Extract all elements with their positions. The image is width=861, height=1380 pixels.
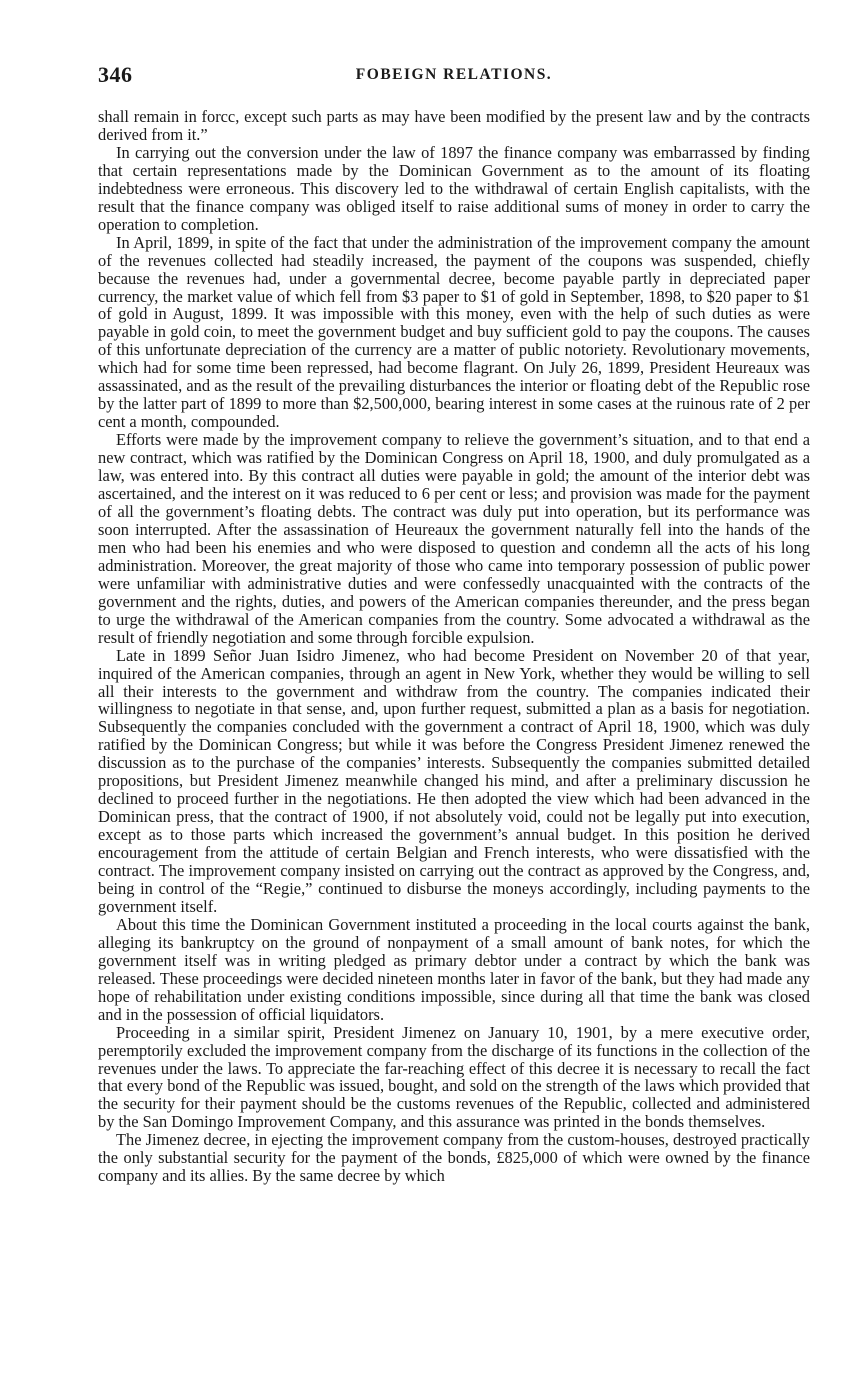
paragraph-continuation: shall remain in forcc, except such parts as may have been modified by the present law and by the contracts derived from it.”: [98, 107, 810, 144]
paragraph-jimenez-decree: The Jimenez decree, in ejecting the improvement company from the custom-houses, destroyed practically the only substantial security for the payment of the bonds, £825,000 of which were owned by the finance company and its allies. By the same decree by which: [98, 1130, 810, 1186]
paragraph-bank-proceeding: About this time the Dominican Government instituted a proceeding in the local courts against the bank, alleging its bankruptcy on the ground of nonpayment of a small amount of bank notes, for which the government itself was in writing pledged as primary debtor under a contract by which the bank was released. These proceedings were decided nineteen months later in favor of the bank, but they had made any hope of rehabilitation under existing conditions impossible, since during all that time the bank was closed and in the possession of official liquidators.: [98, 914, 810, 1024]
paragraph-executive-order: Proceeding in a similar spirit, President Jimenez on January 10, 1901, by a mere executive order, peremptorily excluded the improvement company from the discharge of its functions in the collection of the revenues under the laws. To appreciate the far-reaching effect of this decree it is necessary to recall the fact that every bond of the Republic was issued, bought, and sold on the strength of the laws which provided that the security for their payment should be the customs revenues of the Republic, collected and administered by the San Domingo Improvement Company, and this assurance was printed in the bonds themselves.: [98, 1022, 810, 1132]
paragraph-coupon-suspension: In April, 1899, in spite of the fact that under the administration of the improvement company the amount of the revenues collected had steadily increased, the payment of the coupons was suspended, chiefly because the revenues had, under a governmental decree, become payable partly in depreciated paper currency, the market value of which fell from $3 paper to $1 of gold in September, 1898, to $20 paper to $1 of gold in August, 1899. It was impossible with this money, even with the help of such duties as were payable in gold coin, to meet the government budget and buy sufficient gold to pay the coupons. The causes of this unfortunate depreciation of the currency are a matter of public notoriety. Revolutionary movements, which had for some time been repressed, had become flagrant. On July 26, 1899, President Heureaux was assassinated, and as the result of the prevailing disturbances the interior or floating debt of the Republic rose by the latter part of 1899 to more than $2,500,000, bearing interest in some cases at the ruinous rate of 2 per cent a month, compounded.: [98, 232, 810, 432]
paragraph-new-contract: Efforts were made by the improvement company to relieve the government’s situation, and to that end a new contract, which was ratified by the Dominican Congress on April 18, 1900, and duly promulgated as a law, was entered into. By this contract all duties were payable in gold; the amount of the interior debt was ascertained, and the interest on it was reduced to 6 per cent or less; and provision was made for the payment of all the government’s floating debts. The contract was duly put into operation, but its performance was soon interrupted. After the assassination of Heureaux the government naturally fell into the hands of the men who had been his enemies and who were disposed to question and condemn all the acts of his long administration. Moreover, the great majority of those who came into temporary possession of public power were unfamiliar with administrative duties and were confessedly unacquainted with the contracts of the government and the rights, duties, and powers of the American companies thereunder, and the press began to urge the withdrawal of the American companies from the country. Some advocated a withdrawal as the result of friendly negotiation and some through forcible expulsion.: [98, 430, 810, 647]
body-text: [98, 108, 810, 1185]
page-number: 346: [98, 62, 133, 87]
paragraph-jimenez-negotiation: Late in 1899 Señor Juan Isidro Jimenez, who had become President on November 20 of that year, inquired of the American companies, through an agent in New York, whether they would be willing to sell all their interests to the government and withdraw from the country. The companies indicated their willingness to negotiate in that sense, and, upon further request, submitted a plan as a basis for negotiation. Subsequently the companies concluded with the government a contract of April 18, 1900, which was duly ratified by the Dominican Congress; but while it was before the Congress President Jimenez renewed the discussion as to the purchase of the companies’ interests. Subsequently the companies submitted detailed propositions, but President Jimenez meanwhile changed his mind, and after a preliminary discussion he declined to proceed further in the negotiations. He then adopted the view which had been advanced in the Dominican press, that the contract of 1900, if not absolutely void, could not be legally put into execution, except as to those parts which increased the government’s annual budget. In this position he derived encouragement from the attitude of certain Belgian and French interests, who were dissatisfied with the contract. The improvement company insisted on carrying out the contract as approved by the Congress, and, being in control of the “Regie,” continued to disburse the moneys accordingly, including payments to the government itself.: [98, 645, 810, 916]
running-title: FOBEIGN RELATIONS.: [355, 66, 553, 83]
running-head: [98, 62, 810, 90]
paragraph-conversion: In carrying out the conversion under the law of 1897 the finance company was embarrassed by finding that certain representations made by the Dominican Government as to the amount of its floating indebtedness were erroneous. This discovery led to the withdrawal of certain English capitalists, with the result that the finance company was obliged itself to raise additional sums of money in order to carry the operation to completion.: [98, 142, 810, 234]
